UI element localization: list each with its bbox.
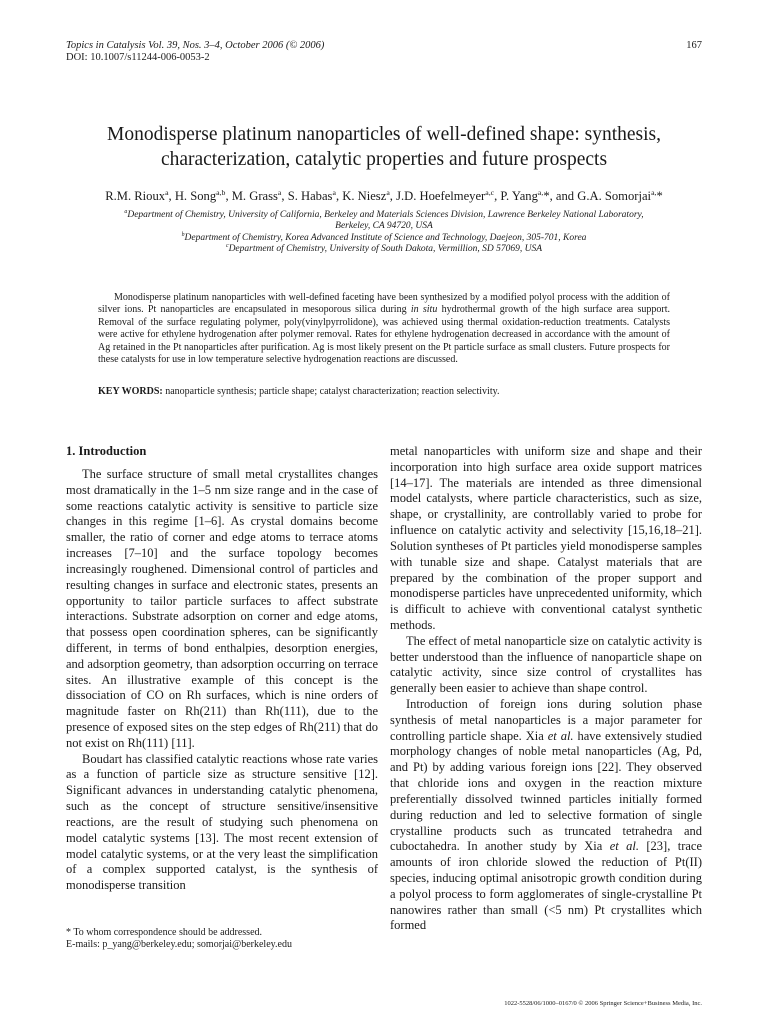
- journal-citation: Topics in Catalysis Vol. 39, Nos. 3–4, October 2006 (© 2006): [66, 40, 325, 51]
- right-column: [390, 444, 702, 934]
- paragraph: [390, 697, 702, 934]
- left-column: [66, 444, 378, 894]
- et-al: et al.: [547, 728, 574, 743]
- abstract: [98, 292, 670, 366]
- author-name: S. Habas: [287, 189, 333, 203]
- author-list: [40, 188, 728, 204]
- author-name: K. Niesz: [342, 189, 387, 203]
- author-affiliation-mark: a,: [537, 187, 544, 197]
- paragraph: metal nanoparticles with uniform size and shape and their incorporation into high surface area oxide support matrices [14–17]. The materials are intended as three dimensional model catalysts, where particle characteristics, such as size, shape, or crystallinity, are controllably varied to probe for influence on catalytic activity and selectivity [15,16,18–21]. Solution syntheses of Pt particles yield monodisperse samples with tunable size and shape. Catalyst materials that are prepared by the combination of the proper support and monodisperse particles have unprecedented uniformity, which is difficult to achieve with conventional catalyst synthetic methods.: [390, 444, 702, 632]
- author-separator: ,: [281, 189, 288, 203]
- abstract-text-2: hydrothermal growth of the high surface area support. Removal of the surface regulating polymer, poly(vinylpyrrolidone), was achieved using thermal oxidation-reduction treatments. Catalysts were active for ethylene hydrogenation after polymer removal. Rates for ethylene hydrogenation decreased in accordance with the amount of Ag retained in the Pt nanoparticles after purification. Ag is most likely present on the Pt particle surface as small clusters. Future prospects for these catalysts for use in low temperature selective hydrogenation reactions are discussed.: [98, 304, 670, 366]
- paragraph: Boudart has classified catalytic reactions whose rate varies as a function of particle size as structure sensitive [12]. Significant advances in understanding catalytic phenomena, such as the concept of structure sensitive/insensitive reactions, are the result of studying such phenomena on model catalytic systems [13]. The most recent extension of model catalytic systems, or at the very least the simplification of a complex supported catalyst, is the synthesis of monodisperse transition: [66, 751, 378, 893]
- author-name: M. Grass: [231, 189, 278, 203]
- author-separator: ,: [494, 189, 501, 203]
- keywords-label: KEY WORDS:: [98, 386, 163, 397]
- doi: DOI: 10.1007/s11244-006-0053-2: [66, 52, 210, 63]
- author-affiliation-mark: a: [332, 187, 336, 197]
- paper-title: [40, 122, 728, 172]
- affiliation-line: [40, 233, 728, 244]
- affiliation-mark: a: [124, 208, 128, 215]
- keywords: [98, 386, 670, 398]
- abstract-text-1: Monodisperse platinum nanoparticles with well-defined faceting have been synthesized by a modified polyol process with the addition of silver ions. Pt nanoparticles are encapsulated in mesoporous silica during: [98, 292, 670, 316]
- text-run: have extensively studied morphology changes of noble metal nanoparticles (Ag, Pd, and Pt) by adding various foreign ions [22]. They observed that chloride ions and oxygen in the reaction mixture preferentially dissolved twinned particles initially formed during reduction and led to selective formation of single crystalline products such as truncated tetrahedra and cuboctahedra. In another study by Xia: [390, 728, 702, 854]
- author-separator: *: [656, 189, 663, 203]
- journal-header: [66, 40, 324, 64]
- affiliation-mark: c: [225, 243, 229, 250]
- author-separator: *, and: [543, 189, 578, 203]
- footnote-correspondence: * To whom correspondence should be addressed.: [66, 927, 263, 938]
- footnote-emails: E-mails: p_yang@berkeley.edu; somorjai@berkeley.edu: [66, 939, 292, 951]
- section-heading: 1. Introduction: [66, 444, 147, 458]
- footnote: [66, 927, 386, 951]
- paragraph: The surface structure of small metal crystallites changes most dramatically in the 1–5 nm size range and in the case of some reactions catalytic activity is sensitive to particle size changes in this regime [1–6]. As crystal domains become smaller, the ratio of corner and edge atoms to terrace atoms increases [7–10] and the surface topology becomes increasingly roughened. Dimensional control of particles and resulting changes in surface and electronic states, presents an opportunity to tailor particle surfaces to affect substrate interactions. Substrate adsorption on corner and edge atoms, that possess open coordination spheres, can be significantly different, in terms of bond enthalpies, desorption energies, and adsorption geometry, than adsorption occurring on terrace sites. An illustrative example of this concept is the dissociation of CO on Rh surfaces, which is nine orders of magnitude faster on Rh(211) than Rh(111), due to the presence of exposed sites on the step edges of Rh(211) that do not exist on Rh(111) [11].: [66, 467, 378, 750]
- author-name: R.M. Rioux: [105, 189, 166, 203]
- affiliation-text: Department of Chemistry, University of South Dakota, Vermillion, SD 57069, USA: [228, 244, 543, 255]
- affiliation-text: Berkeley, CA 94720, USA: [335, 221, 433, 232]
- author-separator: ,: [389, 189, 397, 203]
- title-line-2: characterization, catalytic properties and future prospects: [160, 149, 608, 170]
- et-al: et al.: [609, 839, 639, 854]
- keywords-text: nanoparticle synthesis; particle shape; catalyst characterization; reaction selectivity.: [162, 386, 500, 397]
- affiliation-list: [40, 210, 728, 256]
- abstract-italic: in situ: [410, 304, 438, 316]
- affiliation-text: Department of Chemistry, Korea Advanced Institute of Science and Technology, Daejeon, 305-701, Korea: [184, 232, 587, 243]
- author-name: P. Yang: [500, 189, 538, 203]
- paragraph: The effect of metal nanoparticle size on catalytic activity is better understood than the influence of nanoparticle shape on catalytic activity, since size control of crystallites has generally been easier to achieve than shape control.: [390, 633, 702, 696]
- affiliation-mark: b: [181, 231, 185, 238]
- author-separator: ,: [225, 189, 232, 203]
- author-separator: ,: [335, 189, 343, 203]
- text-run: Introduction of foreign ions during solution phase synthesis of metal nanoparticles is a major parameter for controlling particle shape. Xia: [390, 697, 702, 743]
- affiliation-line: [40, 244, 728, 255]
- author-separator: ,: [168, 189, 175, 203]
- title-line-1: Monodisperse platinum nanoparticles of well-defined shape: synthesis,: [107, 124, 661, 145]
- copyright-line: 1022-5528/06/1000–0167/0 © 2006 Springer Science+Business Media, Inc.: [504, 1000, 702, 1007]
- author-name: G.A. Somorjai: [577, 189, 652, 203]
- affiliation-line: [40, 221, 728, 232]
- author-affiliation-mark: a: [165, 187, 169, 197]
- author-affiliation-mark: a,c: [485, 187, 495, 197]
- affiliation-line: [40, 210, 728, 221]
- author-affiliation-mark: a,b: [216, 187, 226, 197]
- author-affiliation-mark: a,: [651, 187, 657, 197]
- author-name: J.D. Hoefelmeyer: [396, 189, 486, 203]
- author-name: H. Song: [174, 189, 217, 203]
- page-number: 167: [686, 40, 702, 51]
- author-affiliation-mark: a: [277, 187, 282, 197]
- author-affiliation-mark: a: [386, 187, 390, 197]
- text-run: [23], trace amounts of iron chloride slowed the reduction of Pt(II) species, inducing optimal anisotropic growth condition during a polyol process to form agglomerates of single-crystalline Pt nanowires rather than small (<5 nm) Pt crystallites which formed: [390, 839, 703, 933]
- affiliation-text: Department of Chemistry, University of California, Berkeley and Materials Sciences Division, Lawrence Berkeley National Laboratory,: [127, 210, 644, 220]
